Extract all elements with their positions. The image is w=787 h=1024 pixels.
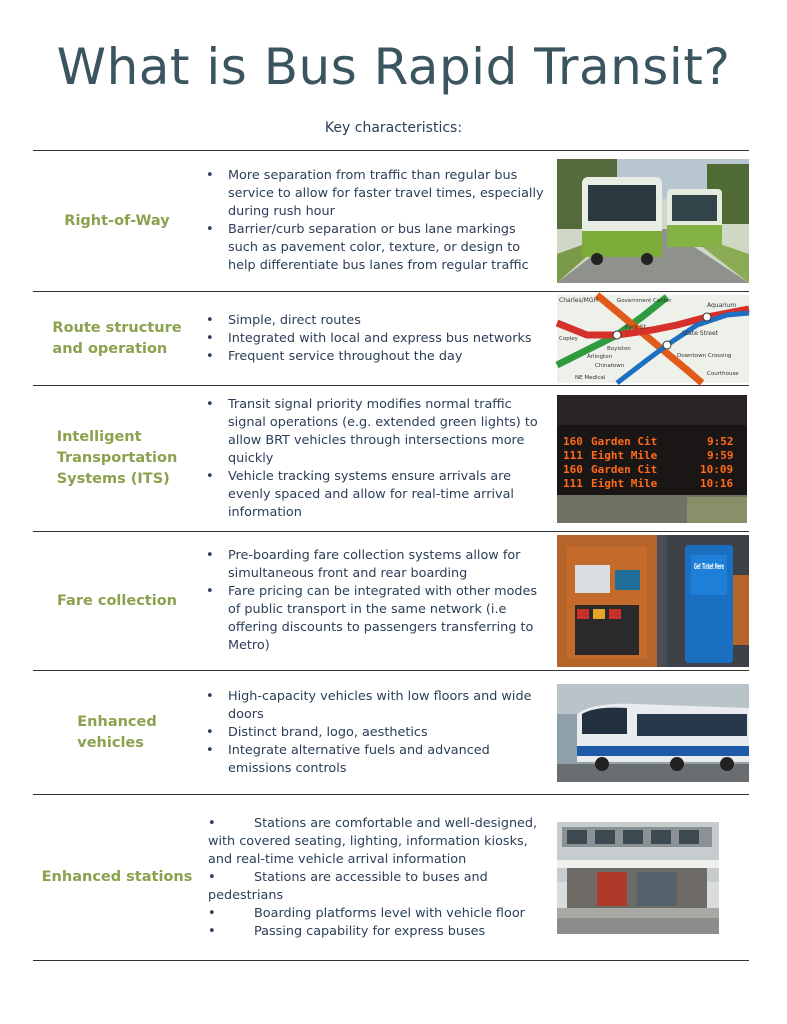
bullet-item: • Pre-boarding fare collection systems allow for simultaneous front and rear boarding	[206, 547, 546, 583]
sign-destination: Eight Mile	[591, 476, 658, 490]
characteristics-table	[33, 150, 749, 961]
map-label: Charles/MGH	[559, 296, 598, 304]
bullet-item: • Fare pricing can be integrated with other modes of public transport in the same network (i.e offering discounts to passengers transferring to Metro)	[206, 583, 546, 655]
sign-time: 10:09	[700, 462, 734, 476]
fare-machine-photo	[557, 535, 749, 667]
row-enhanced-stations	[33, 795, 749, 961]
bullet-item: • Barrier/curb separation or bus lane markings such as pavement color, texture, or design to help differentiate bus lanes from regular traffic	[206, 221, 546, 275]
bullet-list	[206, 547, 546, 655]
bullet-item: • Distinct brand, logo, aesthetics	[206, 724, 546, 742]
map-label: Government Center	[617, 297, 672, 304]
bullet-item: • Simple, direct routes	[206, 312, 532, 330]
map-label: Chinatown	[595, 362, 625, 369]
bullet-list	[206, 688, 546, 778]
row-label: Right-of-Way	[64, 212, 170, 229]
kiosk-sign-text: Get Ticket Here	[694, 562, 725, 571]
bus-lane-photo	[557, 159, 749, 283]
bullet-list	[206, 312, 532, 366]
map-label: State Street	[682, 329, 719, 337]
bullet-list	[206, 396, 546, 522]
sign-time: 10:16	[700, 476, 734, 490]
bullet-item: • Boarding platforms level with vehicle floor	[208, 905, 548, 923]
bullet-item: • Integrated with local and express bus networks	[206, 330, 532, 348]
row-fare-collection	[33, 532, 749, 671]
sign-route: 160	[563, 462, 583, 476]
row-right-of-way	[33, 151, 749, 292]
bullet-item: • More separation from traffic than regular bus service to allow for faster travel times, especially during rush hour	[206, 167, 546, 221]
row-label: Fare collection	[57, 592, 177, 609]
map-label: NE Medical	[575, 374, 606, 381]
sign-time: 9:52	[707, 434, 734, 448]
row-label: Intelligent Transportation Systems (ITS)	[56, 429, 178, 487]
page-subtitle: Key characteristics:	[324, 120, 463, 136]
bullet-item: • Integrate alternative fuels and advanced emissions controls	[206, 742, 546, 778]
sign-destination: Garden Cit	[591, 434, 658, 448]
row-its	[33, 386, 749, 532]
row-label: Route structure and operation	[52, 319, 182, 357]
bullet-list	[206, 167, 546, 275]
row-enhanced-vehicles	[33, 671, 749, 795]
sign-route: 160	[563, 434, 583, 448]
bullet-item: • Frequent service throughout the day	[206, 348, 532, 366]
bullet-item: • Vehicle tracking systems ensure arrivals are evenly spaced and allow for real-time arrival information	[206, 468, 546, 522]
map-label: Boylston	[607, 345, 631, 352]
sign-destination: Garden Cit	[591, 462, 658, 476]
map-label: Courthouse	[707, 370, 739, 377]
map-label: Copley	[559, 335, 578, 342]
map-label: Downtown Crossing	[677, 352, 732, 359]
row-label: Enhanced stations	[41, 869, 193, 885]
transit-map-image	[557, 295, 749, 383]
bullet-list	[208, 815, 548, 941]
bullet-item: • High-capacity vehicles with low floors and wide doors	[206, 688, 546, 724]
sign-destination: Eight Mile	[591, 448, 658, 462]
arrival-sign-photo	[557, 395, 747, 523]
bullet-item: • Transit signal priority modifies normal traffic signal operations (e.g. extended green lights) to allow BRT vehicles through intersections more quickly	[206, 396, 546, 468]
map-label: Park St.	[625, 323, 648, 331]
map-label: Aquarium	[707, 301, 737, 309]
row-label: Enhanced vehicles	[77, 713, 157, 751]
sign-route: 111	[563, 448, 583, 462]
bullet-item: • Passing capability for express buses	[208, 923, 548, 941]
bus-station-photo	[557, 822, 719, 934]
row-route-structure	[33, 292, 749, 386]
page-title: What is Bus Rapid Transit?	[56, 38, 731, 96]
sign-route: 111	[563, 476, 583, 490]
bullet-item: • Stations are comfortable and well-designed, with covered seating, lighting, information kiosks, and real-time vehicle arrival information	[208, 815, 548, 869]
sign-time: 9:59	[707, 448, 734, 462]
map-label: Arlington	[587, 353, 613, 360]
articulated-bus-photo	[557, 684, 749, 782]
bullet-item: • Stations are accessible to buses and pedestrians	[208, 869, 548, 905]
